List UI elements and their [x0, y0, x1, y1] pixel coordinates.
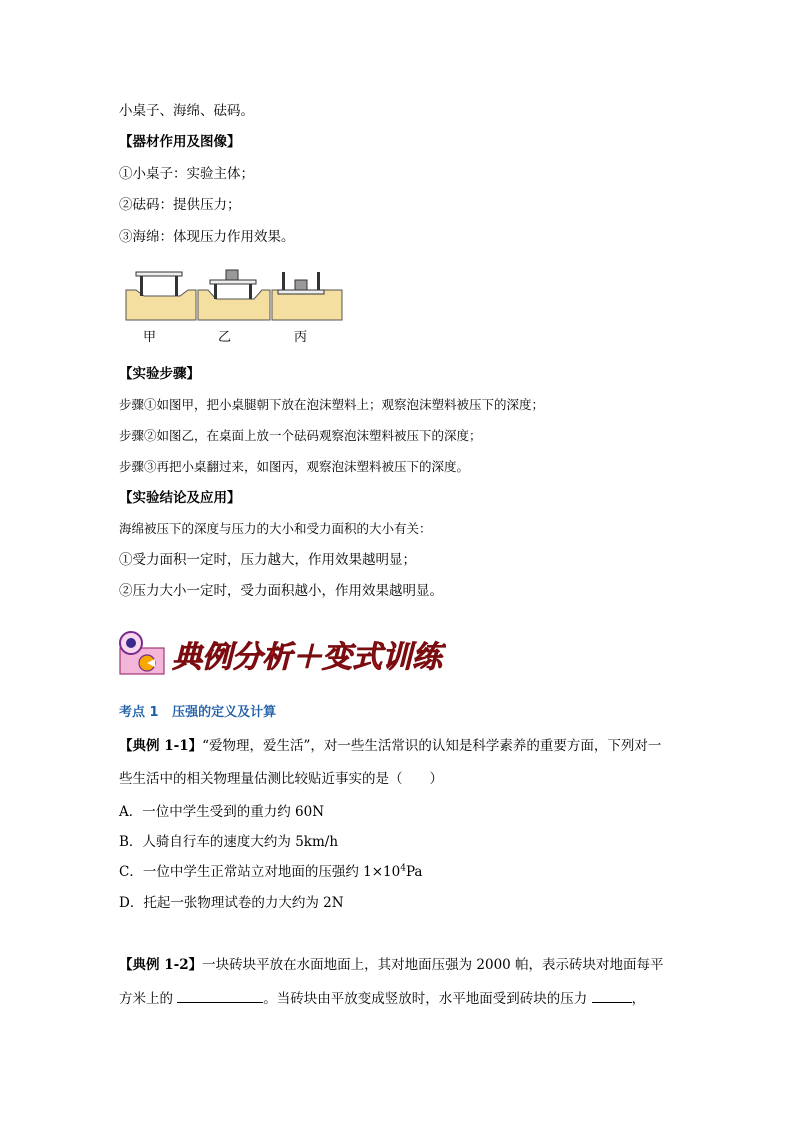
step-1: 步骤①如图甲，把小桌腿朝下放在泡沫塑料上；观察泡沫塑料被压下的深度；	[119, 397, 545, 412]
example-2-line-2	[119, 988, 645, 1008]
equip-heading: 【器材作用及图像】	[119, 134, 241, 150]
example-1-tag: 【典例 1-1】	[119, 738, 203, 754]
example-1-line-2: 些生活中的相关物理量估测比较贴近事实的是（ ）	[119, 771, 443, 787]
example-2-text-2c: ，	[631, 991, 646, 1007]
steps-heading: 【实验步骤】	[119, 366, 200, 382]
conclusion-intro: 海绵被压下的深度与压力的大小和受力面积的大小有关：	[119, 521, 432, 536]
example-2-tag: 【典例 1-2】	[119, 957, 203, 973]
option-d: D．托起一张物理试卷的力大约为 2N	[119, 895, 344, 911]
experiment-figure	[124, 266, 344, 350]
section-title	[119, 704, 276, 722]
section-banner	[116, 626, 446, 682]
example-2-text-2b: 。当砖块由平放变成竖放时，水平地面受到砖块的压力	[263, 991, 592, 1007]
figure-label-yi: 乙	[218, 330, 232, 345]
scroll-eye-icon	[120, 632, 164, 674]
example-2-line-1	[119, 956, 664, 974]
example-2-text-1: 一块砖块平放在水面地面上，其对地面压强为 2000 帕，表示砖块对地面每平	[202, 957, 664, 973]
option-c-prefix: C．一位中学生正常站立对地面的压强约 1×10	[119, 864, 401, 880]
materials-text: 小桌子、海绵、砝码。	[119, 103, 254, 119]
figure-label-bing: 丙	[294, 330, 308, 345]
equip-item-3: ③海绵：体现压力作用效果。	[119, 229, 295, 245]
section-title-text: 压强的定义及计算	[172, 705, 277, 720]
equip-item-2: ②砝码：提供压力；	[119, 197, 241, 213]
step-3: 步骤③再把小桌翻过来，如图丙，观察泡沫塑料被压下的深度。	[119, 459, 470, 474]
example-1-text-1: “爱物理，爱生活”，对一些生活常识的认知是科学素养的重要方面，下列对一	[202, 738, 662, 754]
option-c-suffix: Pa	[405, 864, 423, 880]
option-c	[119, 863, 422, 881]
sponge-with-table-a	[126, 272, 196, 320]
conclusion-item-1: ①受力面积一定时，压力越大，作用效果越明显；	[119, 552, 416, 568]
equip-item-1: ①小桌子：实验主体；	[119, 166, 254, 182]
example-2-text-2a: 方米上的	[119, 991, 178, 1007]
conclusion-heading: 【实验结论及应用】	[119, 490, 241, 506]
conclusion-item-2: ②压力大小一定时，受力面积越小，作用效果越明显。	[119, 583, 443, 599]
option-c-exponent: 4	[400, 863, 406, 874]
banner-title: 典例分析＋变式训练	[172, 640, 442, 675]
answer-blank-2[interactable]	[592, 988, 632, 1003]
sponge-with-inverted-table-c	[272, 272, 342, 320]
step-2: 步骤②如图乙，在桌面上放一个砝码观察泡沫塑料被压下的深度；	[119, 428, 482, 443]
sponge-with-table-weight-b	[198, 270, 270, 320]
option-b: B．人骑自行车的速度大约为 5km/h	[119, 834, 339, 850]
section-label: 考点 1	[119, 705, 159, 720]
answer-blank-1[interactable]	[177, 988, 263, 1003]
example-1-line-1	[119, 737, 661, 755]
option-a: A．一位中学生受到的重力约 60N	[119, 804, 325, 820]
figure-label-jia: 甲	[143, 330, 157, 345]
